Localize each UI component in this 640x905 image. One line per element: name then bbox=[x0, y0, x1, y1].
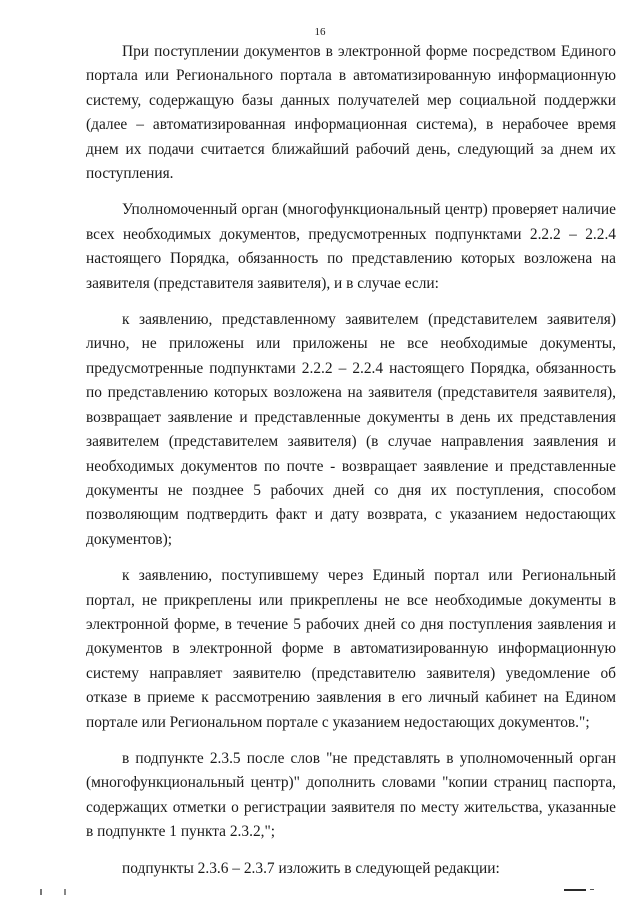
paragraph-electronic-submission: При поступлении документов в электронной форме посредством Единого портала или Регионального портала в автоматизированную информационную систему, содержащую базы данных получателей мер социальной поддержки (далее – автоматизированная информационная система), в нерабочее время днем их подачи считается ближайший рабочий день, следующий за днем их поступления. bbox=[86, 43, 616, 183]
paragraph-subclause-2-3-5: в подпункте 2.3.5 после слов "не представлять в уполномоченный орган (многофункциональный центр)" дополнить словами "копии страниц паспорта, содержащих отметки о регистрации заявителя по месту жительства, указанные в подпункте 1 пункта 2.3.2,"; bbox=[86, 749, 616, 841]
paragraph-subclauses-2-3-6-2-3-7: подпункты 2.3.6 – 2.3.7 изложить в следующей редакции: bbox=[122, 859, 500, 877]
scan-mark-left bbox=[40, 889, 42, 895]
page-number: 16 bbox=[314, 26, 326, 38]
paragraph-document-check: Уполномоченный орган (многофункциональный центр) проверяет наличие всех необходимых документов, предусмотренных подпунктами 2.2.2 – 2.2.4 настоящего Порядка, обязанность по представлению которых возложена на заявителя (представителя заявителя), и в случае если: bbox=[86, 201, 616, 292]
paragraph-personal-submission: к заявлению, представленному заявителем (представителем заявителя) лично, не приложены или приложены не все необходимые документы, предусмотренные подпунктами 2.2.2 – 2.2.4 настоящего Порядка, обязанность по представлению которых возложена на заявителя (представителя заявителя), возвращает заявление и представленные документы в день их представления заявителем (представителем заявителя) (в случае направления заявления и необходимых документов по почте - возвращает заявление и представленные документы не позднее 5 рабочих дней со дня их поступления, способом позволяющим подтвердить факт и дату возврата, с указанием недостающих документов); bbox=[86, 311, 616, 548]
paragraph-portal-submission: к заявлению, поступившему через Единый портал или Региональный портал, не прикреплены или прикреплены не все необходимые документы в электронной форме, в течение 5 рабочих дней со дня поступления заявления и документов в электронной форме в автоматизированную информационную систему направляет заявителю (представителю заявителя) уведомление об отказе в приеме к рассмотрению заявления в его личный кабинет на Едином портале или Региональном портале с указанием недостающих документов."; bbox=[86, 567, 616, 731]
scan-mark-left-2 bbox=[64, 889, 66, 895]
document-body bbox=[86, 40, 616, 893]
scan-mark-right bbox=[564, 889, 586, 891]
